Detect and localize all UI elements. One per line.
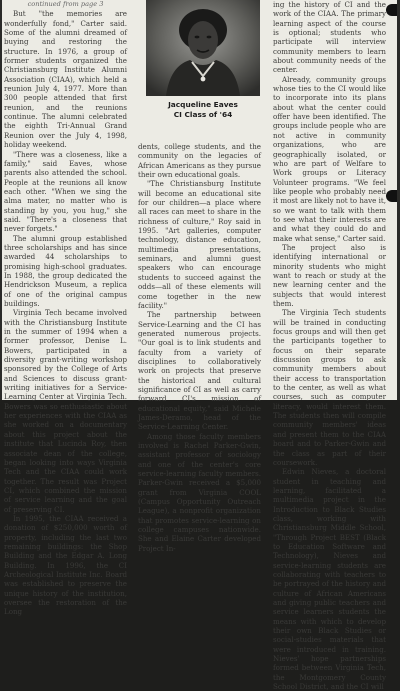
column-middle-paragraph: The partnership between Service-Learning and the CI has generated numerous projects. "Our goal is to link students and faculty from a variety of disciplines to collaboratively work on projects that preserve the historical and cultural significance of CI as well as carry forward CI's mission of educational equity," said Michele James-Deramo, head of the Service-Learning Center. [138,310,261,432]
column-right-paragraph: The project also is identifying international or minority students who might want to reach or study at the new learning center and the subjects that would interest them. [273,242,386,308]
column-middle-paragraph: "The Christiansburg Institute will become an educational site for our children—a place where all races can meet to share in the richness of culture," Roy said in 1995. "Art galleries, computer technology, distance education, multimedia presentations, seminars, and alumni guest speakers who can encourage students to succeed against the odds—all of these elements will come together in the new facility." [138,179,261,310]
article-column-right [273,0,386,691]
binder-hole [386,4,400,16]
portrait-photo [146,0,260,96]
column-left-paragraph: The alumni group established three scholarships and has since awarded 44 scholarships to promising high-school graduates. In 1988, the group dedicated the Hendrickson Museum, a replica of one of the original campus buildings. [4,233,127,308]
column-left-paragraph: "There was a closeness, like a family," said Eaves, whose parents also attended the school. People at the reunions all know each other. "When we sing the alma mater, no matter who is standing by you, you hug," she said. "There's a closeness that never forgets." [4,149,127,234]
column-right-paragraph: Edwin Nieves, a doctoral student in teaching and learning, facilitated a multimedia project in the Introduction to Black Studies class, working with Christiansburg Middle School, "Through Project BEST (Black to Education Software and Technology), Nieves and service-learning students are collaborating with teachers to be portrayed of the history and culture of African Americans and giving public teachers and service learners students the means with which to develop their own Black Studies or social-studies materials that were introduced in training. Nieves' hope partnerships formed between Virginia Tech, the Montgomery County School District, and the CI will [273,467,386,691]
caption-name: Jacqueline Eaves [168,100,238,109]
continued-note: continued from page 3 [27,0,104,8]
portrait-photo-image [146,0,260,96]
article-column-left [4,0,127,617]
column-left-paragraph: But "the memories are wonderfully fond," Carter said. Some of the alumni dreamed of buying and restoring the structure. In 1976, a group of former students organized the Christiansburg Institute Alumni Association (CIAA), which held a reunion July 4, 1977. More than 300 people attended that first reunion, and the reunions continue. The alumni celebrated the eighth Tri-Annual Grand Reunion over the July 4, 1998, holiday weekend. [4,9,127,150]
column-middle-paragraph: Among those faculty members involved is Rachel Parker-Gwin, assistant professor of sociology and one of the center's core service-learning faculty members. Parker-Gwin received a $5,000 grant from Virginia COOL (Campus Opportunity Outreach League), a nonprofit organization that promotes service-learning on college campuses nationwide. She and Elaine Carter developed Project In- [138,431,261,553]
column-left-paragraph: In 1995, the CIAA received a donation of $250,000 worth of property, including the last two remaining buildings: the Shop Building and the Edgar A. Long Building. In 1996, the CI Archeological Institute Inc. Board was established to preserve the unique history of the institution, oversee the restoration of the Long [4,513,127,617]
column-middle-paragraph: dents, college students, and the community on the legacies of African Americans as they pursue their own educational goals. [138,142,261,180]
binder-hole [386,190,400,202]
column-left-paragraph: Virginia Tech became involved with the Christiansburg Institute in the summer of 1994 when a former professor, Denise L. Bowers, participated in a diversity grant-writing workshop sponsored by the College of Arts and Sciences to discuss grant-writing initiatives for a Service-Learning Center at Virginia Tech. Bowers was so enthusiastic about her experiences with the CIAA as she worked on a documentary about this project about the institute that Lucinda Roy, then associate dean of the college, began looking into ways Virginia Tech and the CIAA could work together. The result was Project CI, which combined the mission of service learning and the goal of preserving CI. [4,308,127,514]
column-right-paragraph: ing the history of CI and the work of the CIAA. The primary learning aspect of the course is optional; students who participate will interview community members to learn about community needs of the center. [273,0,386,75]
column-right-paragraph: The Virginia Tech students will be trained in conducting focus groups and will then get the participants together to focus on their separate discussion groups to ask community members about their access to transportation to the center, as well as what courses, such as computer literacy, would interest them. The students then will compile community members' ideas and present them to the CIAA board and to Parker-Gwin and the class as part of their coursework. [273,308,386,467]
photo-caption [146,100,260,120]
caption-detail: CI Class of '64 [173,109,233,119]
column-right-paragraph: Already, community groups whose ties to the CI would like to incorporate into its plans about what the center could offer have been identified. The groups include people who are not active in community organizations, who are geographically isolated, or who are part of Welfare to Work groups or Literacy Volunteer programs. "We feel like people who probably need it most are likely not to have it, so we want to talk with them to see what their interests are and what they could do and make what sense," Carter said. [273,74,386,243]
article-column-middle [138,142,261,553]
